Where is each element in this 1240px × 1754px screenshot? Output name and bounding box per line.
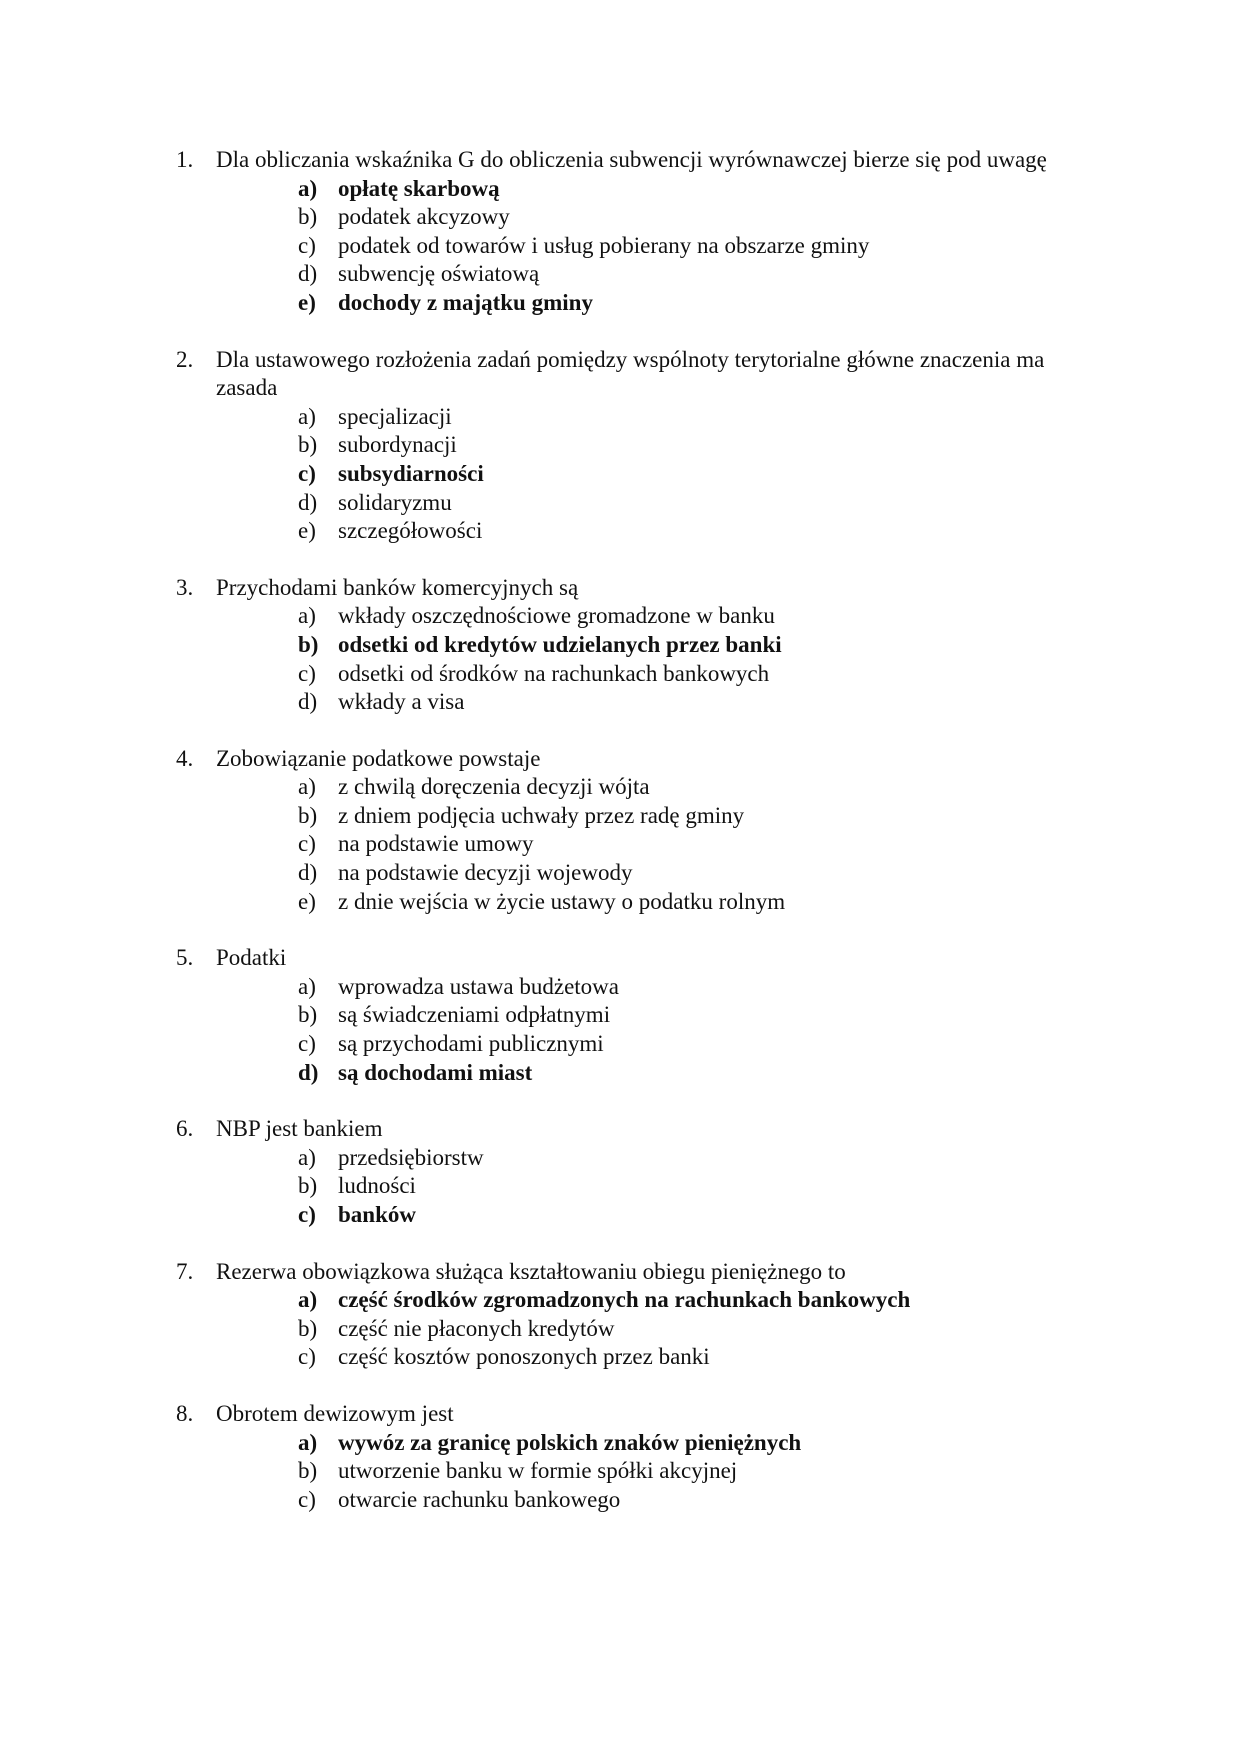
- question-list: [176, 146, 1096, 1542]
- answer-option: [298, 431, 1096, 460]
- answer-list: [216, 973, 1096, 1087]
- answer-text: solidaryzmu: [338, 489, 452, 515]
- answer-text: na podstawie umowy: [338, 831, 534, 857]
- answer-text: podatek od towarów i usług pobierany na obszarze gminy: [338, 232, 870, 258]
- question-number: 2.: [176, 346, 194, 372]
- answer-option: [298, 260, 1096, 289]
- answer-text: z dniem podjęcia uchwały przez radę gminy: [338, 802, 745, 828]
- question-number: 4.: [176, 745, 194, 771]
- question-item: [176, 944, 1096, 1087]
- answer-option: [298, 203, 1096, 232]
- answer-option: [298, 688, 1096, 717]
- answer-option: [298, 602, 1096, 631]
- answer-list: [216, 175, 1096, 318]
- answer-text: są dochodami miast: [338, 1059, 533, 1085]
- answer-letter: e): [298, 888, 316, 914]
- answer-option: [298, 660, 1096, 689]
- answer-letter: a): [298, 774, 316, 800]
- answer-option-correct: [298, 1059, 1096, 1088]
- answer-text: specjalizacji: [338, 403, 452, 429]
- answer-list: [216, 1429, 1096, 1515]
- answer-text: odsetki od środków na rachunkach bankowych: [338, 660, 770, 686]
- answer-letter: b): [298, 1002, 318, 1028]
- question-number: 5.: [176, 945, 194, 971]
- answer-letter: a): [298, 1287, 318, 1313]
- answer-letter: b): [298, 1315, 318, 1341]
- answer-text: szczegółowości: [338, 518, 483, 544]
- answer-letter: a): [298, 1144, 316, 1170]
- answer-text: utworzenie banku w formie spółki akcyjnej: [338, 1458, 738, 1484]
- answer-option: [298, 1144, 1096, 1173]
- answer-text: subwencję oświatową: [338, 261, 540, 287]
- answer-text: otwarcie rachunku bankowego: [338, 1486, 621, 1512]
- answer-option: [298, 1172, 1096, 1201]
- answer-text: ludności: [338, 1173, 416, 1199]
- answer-letter: a): [298, 403, 316, 429]
- question-text: Dla obliczania wskaźnika G do obliczenia subwencji wyrównawczej bierze się pod uwagę: [216, 147, 1047, 172]
- answer-text: są świadczeniami odpłatnymi: [338, 1002, 611, 1028]
- answer-option: [298, 830, 1096, 859]
- answer-letter: c): [298, 831, 316, 857]
- answer-text: opłatę skarbową: [338, 175, 500, 201]
- answer-letter: c): [298, 1344, 316, 1370]
- answer-option: [298, 517, 1096, 546]
- question-text: Przychodami banków komercyjnych są: [216, 574, 579, 600]
- answer-text: część środków zgromadzonych na rachunkach bankowych: [338, 1287, 911, 1313]
- answer-text: subsydiarności: [338, 460, 484, 486]
- answer-option-correct: [298, 1201, 1096, 1230]
- answer-list: [216, 1286, 1096, 1372]
- question-item: [176, 1400, 1096, 1514]
- answer-text: wywóz za granicę polskich znaków pieniężnych: [338, 1429, 802, 1455]
- answer-option: [298, 802, 1096, 831]
- question-text: Obrotem dewizowym jest: [216, 1400, 454, 1426]
- answer-option: [298, 403, 1096, 432]
- answer-option: [298, 773, 1096, 802]
- answer-option-correct: [298, 460, 1096, 489]
- answer-letter: e): [298, 289, 316, 315]
- answer-letter: b): [298, 802, 318, 828]
- answer-option-correct: [298, 1429, 1096, 1458]
- answer-option: [298, 859, 1096, 888]
- answer-letter: b): [298, 204, 318, 230]
- answer-letter: a): [298, 1429, 318, 1455]
- answer-letter: c): [298, 1202, 316, 1227]
- answer-option-correct: [298, 289, 1096, 318]
- answer-text: wkłady oszczędnościowe gromadzone w banku: [338, 603, 775, 629]
- question-number: 7.: [176, 1258, 194, 1284]
- answer-list: [216, 403, 1096, 546]
- answer-letter: d): [298, 689, 318, 715]
- answer-text: na podstawie decyzji wojewody: [338, 860, 633, 886]
- answer-option-correct: [298, 631, 1096, 660]
- answer-letter: a): [298, 603, 316, 629]
- question-item: [176, 346, 1096, 546]
- answer-text: wkłady a visa: [338, 689, 465, 715]
- question-item: [176, 146, 1096, 318]
- answer-option: [298, 1343, 1096, 1372]
- answer-text: część nie płaconych kredytów: [338, 1315, 615, 1341]
- answer-letter: d): [298, 489, 318, 515]
- answer-letter: c): [298, 1031, 316, 1057]
- question-text: Rezerwa obowiązkowa służąca kształtowaniu obiegu pieniężnego to: [216, 1258, 846, 1284]
- answer-letter: e): [298, 518, 316, 544]
- answer-option: [298, 888, 1096, 917]
- question-text: Zobowiązanie podatkowe powstaje: [216, 745, 541, 771]
- answer-list: [216, 773, 1096, 916]
- answer-letter: d): [298, 860, 318, 886]
- answer-text: przedsiębiorstw: [338, 1144, 484, 1170]
- answer-letter: c): [298, 660, 316, 686]
- answer-text: wprowadza ustawa budżetowa: [338, 973, 619, 999]
- answer-text: subordynacji: [338, 432, 457, 458]
- answer-text: banków: [338, 1202, 416, 1227]
- answer-text: są przychodami publicznymi: [338, 1031, 604, 1057]
- answer-option-correct: [298, 175, 1096, 204]
- answer-option: [298, 232, 1096, 261]
- answer-letter: d): [298, 261, 318, 287]
- question-text: Dla ustawowego rozłożenia zadań pomiędzy wspólnoty terytorialne główne znaczenia ma zasada: [216, 346, 1045, 401]
- question-number: 3.: [176, 574, 194, 600]
- answer-letter: b): [298, 1458, 318, 1484]
- answer-text: część kosztów ponoszonych przez banki: [338, 1344, 710, 1370]
- answer-option: [298, 1001, 1096, 1030]
- answer-text: z chwilą doręczenia decyzji wójta: [338, 774, 650, 800]
- answer-letter: b): [298, 631, 319, 657]
- answer-option: [298, 489, 1096, 518]
- question-item: [176, 1258, 1096, 1372]
- question-number: 6.: [176, 1116, 194, 1142]
- answer-letter: b): [298, 432, 318, 458]
- answer-text: odsetki od kredytów udzielanych przez banki: [338, 631, 782, 657]
- question-text: Podatki: [216, 945, 287, 971]
- answer-letter: a): [298, 973, 316, 999]
- answer-letter: c): [298, 232, 316, 258]
- answer-list: [216, 602, 1096, 716]
- answer-letter: c): [298, 1486, 316, 1512]
- answer-letter: b): [298, 1173, 318, 1199]
- question-item: [176, 574, 1096, 717]
- answer-text: dochody z majątku gminy: [338, 289, 593, 315]
- question-item: [176, 745, 1096, 917]
- answer-option: [298, 1315, 1096, 1344]
- answer-text: podatek akcyzowy: [338, 204, 510, 230]
- answer-list: [216, 1144, 1096, 1230]
- question-text: NBP jest bankiem: [216, 1116, 383, 1142]
- question-number: 1.: [176, 147, 194, 172]
- answer-option: [298, 1030, 1096, 1059]
- answer-option: [298, 1486, 1096, 1515]
- answer-option-correct: [298, 1286, 1096, 1315]
- question-item: [176, 1115, 1096, 1229]
- answer-option: [298, 973, 1096, 1002]
- answer-letter: c): [298, 460, 316, 486]
- question-number: 8.: [176, 1400, 194, 1426]
- answer-letter: d): [298, 1059, 319, 1085]
- answer-text: z dnie wejścia w życie ustawy o podatku rolnym: [338, 888, 786, 914]
- answer-option: [298, 1457, 1096, 1486]
- answer-letter: a): [298, 175, 318, 201]
